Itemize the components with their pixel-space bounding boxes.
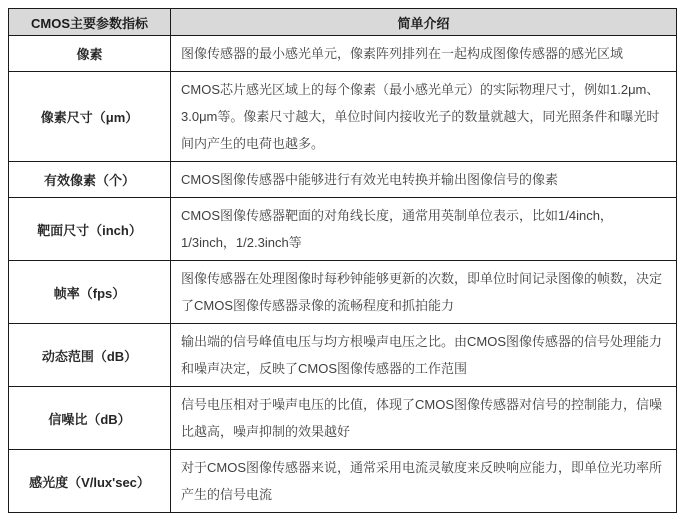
desc-cell: 信号电压相对于噪声电压的比值，体现了CMOS图像传感器对信号的控制能力，信噪比越高，噪声抑制的效果越好	[171, 387, 677, 450]
desc-cell: CMOS芯片感光区域上的每个像素（最小感光单元）的实际物理尺寸，例如1.2μm、3.0μm等。像素尺寸越大，单位时间内接收光子的数量就越大，同光照条件和曝光时间内产生的电荷也越多。	[171, 72, 677, 162]
table-row-pixel-size	[9, 72, 677, 162]
table-row-frame-rate	[9, 261, 677, 324]
param-cell: 有效像素（个）	[9, 162, 171, 198]
param-cell: 动态范围（dB）	[9, 324, 171, 387]
header-cell-param: CMOS主要参数指标	[9, 9, 171, 36]
desc-cell: CMOS图像传感器靶面的对角线长度，通常用英制单位表示，比如1/4inch，1/3inch，1/2.3inch等	[171, 198, 677, 261]
table-row-effective-pixels	[9, 162, 677, 198]
param-cell: 帧率（fps）	[9, 261, 171, 324]
param-cell: 像素尺寸（μm）	[9, 72, 171, 162]
table-row-dynamic-range	[9, 324, 677, 387]
desc-cell: 对于CMOS图像传感器来说，通常采用电流灵敏度来反映响应能力，即单位光功率所产生的信号电流	[171, 450, 677, 513]
table-row-snr	[9, 387, 677, 450]
param-cell: 信噪比（dB）	[9, 387, 171, 450]
table-row-target-size	[9, 198, 677, 261]
desc-cell: 输出端的信号峰值电压与均方根噪声电压之比。由CMOS图像传感器的信号处理能力和噪声决定，反映了CMOS图像传感器的工作范围	[171, 324, 677, 387]
param-cell: 靶面尺寸（inch）	[9, 198, 171, 261]
param-cell: 感光度（V/lux'sec）	[9, 450, 171, 513]
table-header-row	[9, 9, 677, 36]
cmos-parameters-table	[8, 8, 677, 513]
table-row-sensitivity	[9, 450, 677, 513]
desc-cell: CMOS图像传感器中能够进行有效光电转换并输出图像信号的像素	[171, 162, 677, 198]
desc-cell: 图像传感器的最小感光单元，像素阵列排列在一起构成图像传感器的感光区域	[171, 36, 677, 72]
param-cell: 像素	[9, 36, 171, 72]
table-row-pixel	[9, 36, 677, 72]
header-cell-desc: 简单介绍	[171, 9, 677, 36]
desc-cell: 图像传感器在处理图像时每秒钟能够更新的次数，即单位时间记录图像的帧数，决定了CMOS图像传感器录像的流畅程度和抓拍能力	[171, 261, 677, 324]
